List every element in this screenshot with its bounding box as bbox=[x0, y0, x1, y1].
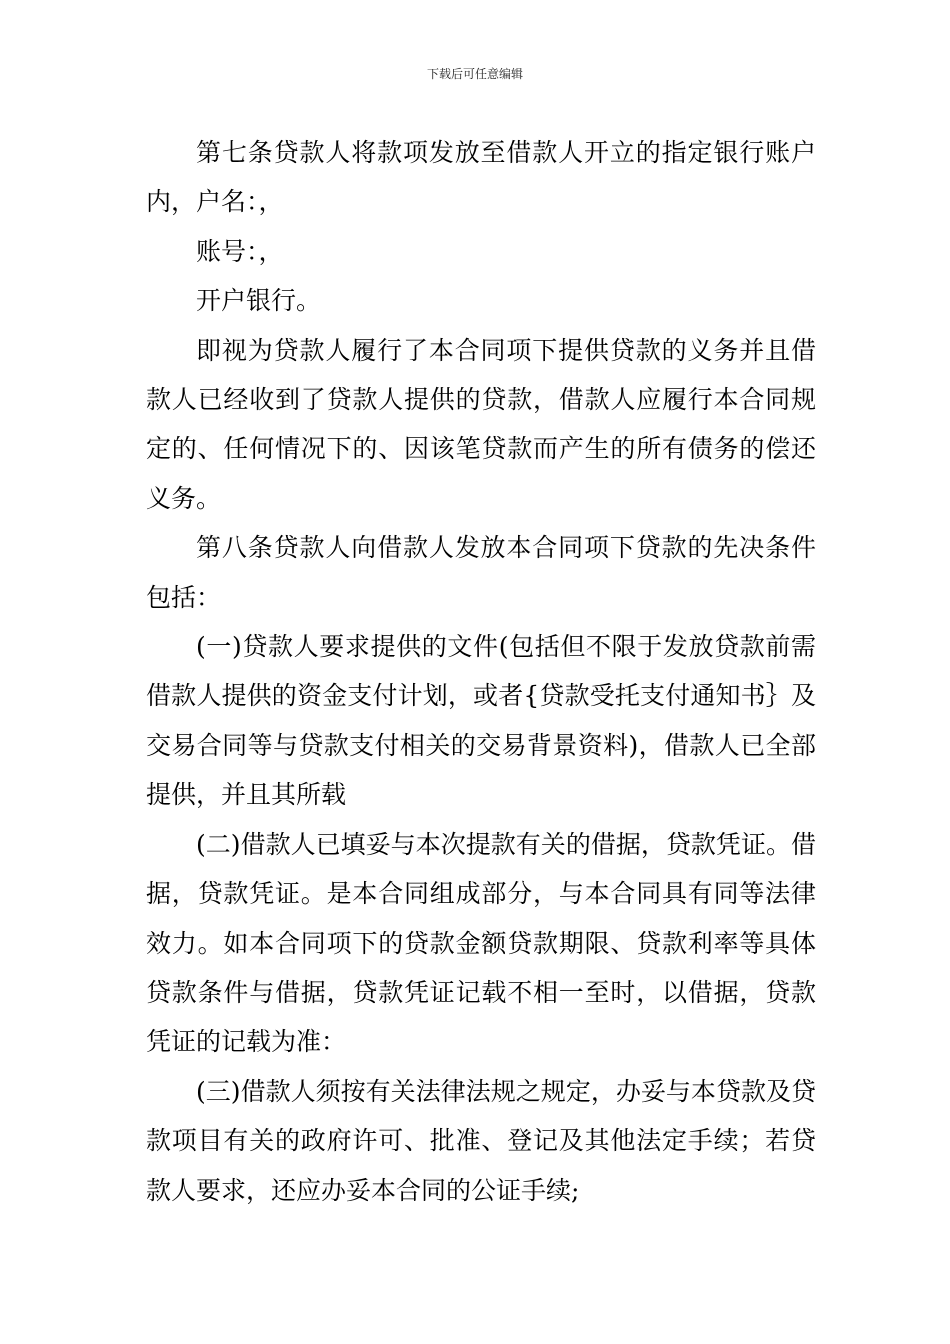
paragraph-condition-2: (二)借款人已填妥与本次提款有关的借据，贷款凭证。借据，贷款凭证。是本合同组成部分，与本合同具有同等法律效力。如本合同项下的贷款金额贷款期限、贷款利率等具体贷款条件与借据，贷款凭证记载不相一至时，以借据，贷款凭证的记载为准： bbox=[146, 829, 816, 1057]
paragraph-article-8: 第八条贷款人向借款人发放本合同项下贷款的先决条件包括： bbox=[146, 533, 816, 612]
paragraph-deemed-fulfilled: 即视为贷款人履行了本合同项下提供贷款的义务并且借款人已经收到了贷款人提供的贷款，借款人应履行本合同规定的、任何情况下的、因该笔贷款而产生的所有债务的偿还义务。 bbox=[146, 335, 816, 513]
document-body bbox=[146, 128, 816, 1215]
page-header: 下载后可任意编辑 bbox=[426, 67, 523, 81]
paragraph-condition-1: (一)贷款人要求提供的文件(包括但不限于发放贷款前需借款人提供的资金支付计划，或者{贷款受托支付通知书｝及交易合同等与贷款支付相关的交易背景资料)，借款人已全部提供，并且其所载 bbox=[146, 632, 816, 810]
paragraph-condition-3: (三)借款人须按有关法律法规之规定，办妥与本贷款及贷款项目有关的政府许可、批准、登记及其他法定手续；若贷款人要求，还应办妥本合同的公证手续; bbox=[146, 1076, 816, 1205]
paragraph-account-number: 账号：， bbox=[196, 236, 284, 266]
paragraph-article-7: 第七条贷款人将款项发放至借款人开立的指定银行账户内，户名：， bbox=[146, 138, 816, 217]
paragraph-bank: 开户银行。 bbox=[196, 286, 322, 316]
